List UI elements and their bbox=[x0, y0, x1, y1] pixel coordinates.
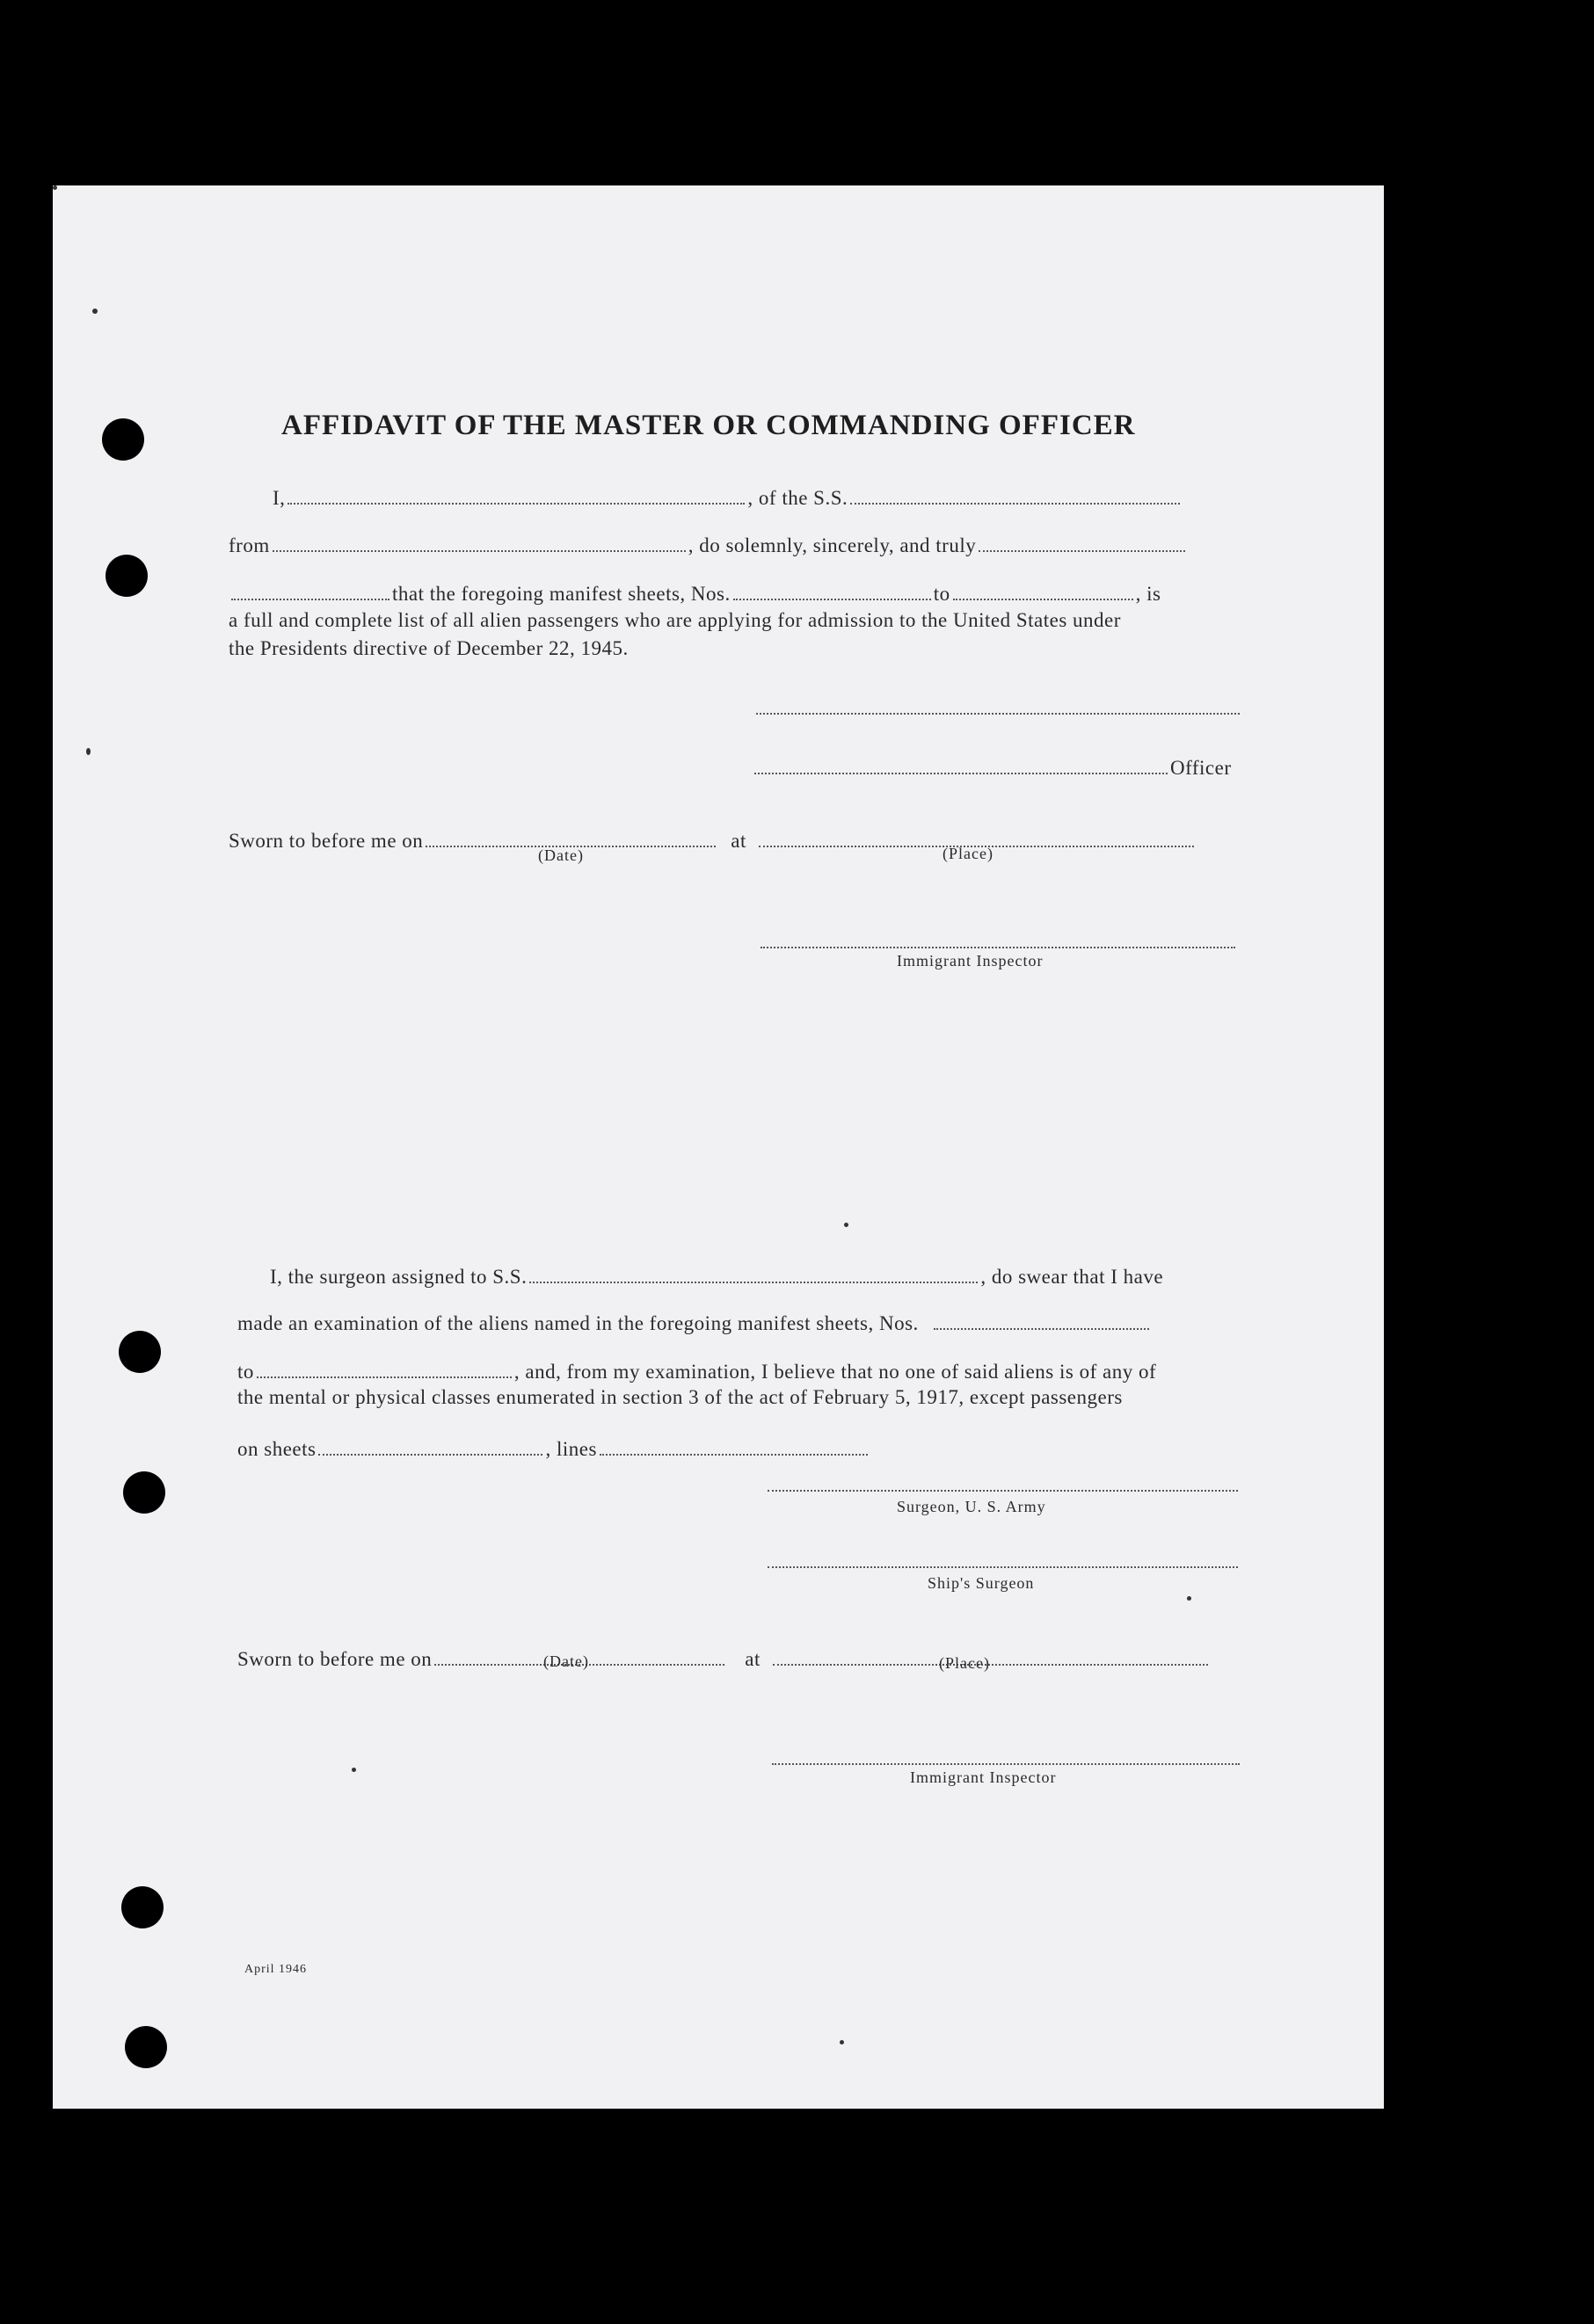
master-date-label: (Date) bbox=[538, 846, 584, 864]
surgeon-sheets-label: on sheets bbox=[237, 1438, 317, 1460]
master-sworn-label: Sworn to before me on bbox=[229, 830, 424, 852]
master-line-2 bbox=[229, 534, 1188, 557]
surgeon-intro-label: I, the surgeon assigned to S.S. bbox=[270, 1266, 528, 1288]
officer-signature-row bbox=[752, 757, 1231, 780]
army-surgeon-label: Surgeon, U. S. Army bbox=[897, 1498, 1046, 1515]
surgeon-line-5 bbox=[237, 1438, 870, 1461]
master-signature-line[interactable] bbox=[756, 713, 1240, 715]
surgeon-ship-field[interactable] bbox=[529, 1282, 978, 1283]
master-swear-label: , do solemnly, sincerely, and truly bbox=[688, 534, 977, 556]
master-line-4: a full and complete list of all alien passengers who are applying for admission to the United States under bbox=[229, 609, 1121, 631]
master-of-ss-label: , of the S.S. bbox=[747, 487, 848, 509]
master-line-5: the Presidents directive of December 22, 1945. bbox=[229, 637, 629, 659]
master-inspector-line[interactable] bbox=[761, 947, 1235, 948]
surgeon-belief-label: , and, from my examination, I believe that no one of said aliens is of any of bbox=[513, 1361, 1157, 1383]
speck bbox=[1187, 1596, 1191, 1601]
surgeon-lines-field[interactable] bbox=[600, 1454, 868, 1456]
speck bbox=[92, 309, 98, 314]
master-from-label: from bbox=[229, 534, 270, 556]
speck bbox=[86, 748, 91, 755]
surgeon-line-2 bbox=[237, 1312, 1152, 1335]
punch-hole bbox=[125, 2026, 167, 2068]
master-port-field[interactable] bbox=[273, 550, 686, 552]
surgeon-sheets-field[interactable] bbox=[318, 1454, 542, 1456]
surgeon-place-label: (Place) bbox=[939, 1654, 990, 1672]
master-is-label: , is bbox=[1135, 583, 1161, 605]
surgeon-inspector-line[interactable] bbox=[772, 1763, 1240, 1765]
surgeon-date-label: (Date) bbox=[543, 1652, 589, 1670]
master-nos-from-field[interactable] bbox=[733, 599, 931, 600]
surgeon-nos-to-field[interactable] bbox=[257, 1376, 512, 1378]
speck bbox=[840, 2040, 844, 2044]
surgeon-swear-label: , do swear that I have bbox=[980, 1266, 1164, 1288]
speck bbox=[352, 1768, 356, 1772]
punch-hole bbox=[123, 1471, 165, 1514]
punch-hole bbox=[106, 555, 148, 597]
surgeon-line-4: the mental or physical classes enumerated in section 3 of the act of February 5, 1917, except passengers bbox=[237, 1386, 1123, 1408]
master-at-label: at bbox=[731, 830, 746, 852]
surgeon-nos-from-field[interactable] bbox=[934, 1328, 1149, 1330]
surgeon-lines-label: , lines bbox=[545, 1438, 597, 1460]
speck bbox=[53, 185, 57, 190]
form-revision-date: April 1946 bbox=[244, 1963, 308, 1976]
army-surgeon-signature-line[interactable] bbox=[768, 1490, 1238, 1492]
surgeon-line-1 bbox=[270, 1266, 1163, 1289]
surgeon-inspector-label: Immigrant Inspector bbox=[910, 1768, 1057, 1786]
surgeon-exam-label: made an examination of the aliens named in the foregoing manifest sheets, Nos. bbox=[237, 1312, 919, 1334]
master-ship-field[interactable] bbox=[850, 503, 1180, 505]
speck bbox=[844, 1223, 848, 1227]
master-place-label: (Place) bbox=[943, 845, 994, 862]
officer-label: Officer bbox=[1170, 757, 1232, 779]
master-name-field[interactable] bbox=[288, 503, 745, 505]
master-inspector-label: Immigrant Inspector bbox=[897, 952, 1044, 970]
master-line-1 bbox=[273, 487, 1183, 510]
officer-signature-field[interactable] bbox=[754, 773, 1168, 774]
surgeon-line-3 bbox=[237, 1361, 1156, 1384]
master-swear-field[interactable] bbox=[979, 550, 1185, 552]
master-sworn-row bbox=[229, 830, 1197, 853]
master-that-label: that the foregoing manifest sheets, Nos. bbox=[392, 583, 731, 605]
surgeon-sworn-row bbox=[237, 1648, 1211, 1671]
master-oath-field[interactable] bbox=[231, 599, 389, 600]
master-to-label: to bbox=[933, 583, 950, 605]
form-title: AFFIDAVIT OF THE MASTER OR COMMANDING OFFICER bbox=[281, 410, 1136, 441]
master-i-label: I, bbox=[273, 487, 286, 509]
surgeon-sworn-place-field[interactable] bbox=[773, 1664, 1208, 1666]
surgeon-at-label: at bbox=[745, 1648, 761, 1670]
punch-hole bbox=[102, 418, 144, 461]
master-nos-to-field[interactable] bbox=[953, 599, 1133, 600]
punch-hole bbox=[121, 1886, 164, 1928]
surgeon-sworn-label: Sworn to before me on bbox=[237, 1648, 433, 1670]
surgeon-to-label: to bbox=[237, 1361, 254, 1383]
ship-surgeon-label: Ship's Surgeon bbox=[928, 1574, 1035, 1592]
master-line-3 bbox=[229, 583, 1161, 606]
ship-surgeon-signature-line[interactable] bbox=[768, 1566, 1238, 1568]
punch-hole bbox=[119, 1331, 161, 1373]
form-page bbox=[53, 185, 1384, 2109]
